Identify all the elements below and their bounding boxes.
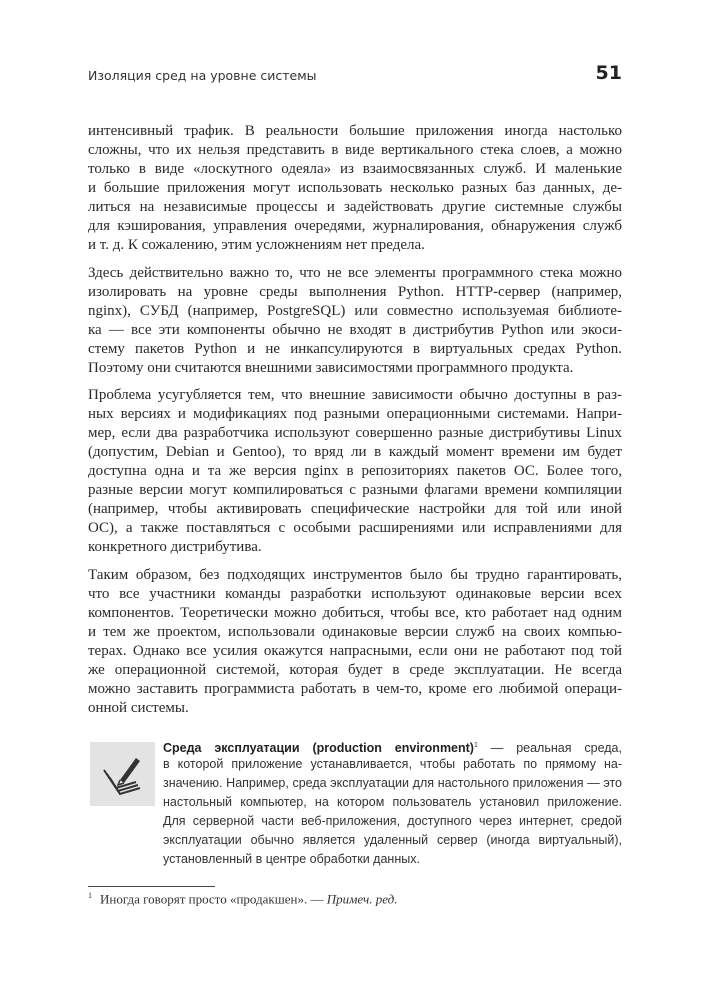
text-line: конкретного дистрибутива. — [88, 539, 262, 555]
note-line: в которой приложение устанавливается, чтобы работать по прямому на- — [163, 757, 622, 771]
paragraph — [88, 386, 622, 557]
paragraph — [88, 122, 622, 255]
text-line: онной системы. — [88, 699, 189, 716]
footnote-editor-note: Примеч. ред. — [326, 891, 398, 907]
footnote-text: Иногда говорят просто «продакшен». — — [100, 891, 327, 907]
note-first-line: — реальная среда, — [477, 741, 622, 756]
text-line: Таким образом, без подходящих инструментов было бы трудно гарантировать, — [88, 566, 622, 583]
footnote-divider — [88, 886, 215, 887]
text-line: что все участники команды разработки используют одинаковые версии всех — [88, 585, 622, 602]
text-line: и т. д. К сожалению, этим усложнениям нет предела. — [88, 237, 425, 253]
body-text — [88, 122, 622, 726]
running-title: Изоляция сред на уровне системы — [88, 68, 317, 83]
text-line: nginx), СУБД (например, PostgreSQL) или совместно используемая библиоте- — [88, 302, 622, 319]
text-line: разные версии могут компилироваться с разными флагами времени компиляции — [88, 482, 622, 498]
footnote — [88, 891, 397, 907]
text-line: Здесь действительно важно то, что не все элементы программного стека можно — [88, 264, 622, 281]
text-line: и большие приложения могут использовать несколько разных баз данных, де- — [88, 180, 622, 196]
text-line: стему пакетов Python и не инкапсулируются в виртуальных средах Python. — [88, 340, 622, 357]
text-line: для кэширования, управления очередями, журналирования, обнаружения служб — [88, 218, 622, 234]
pen-note-icon — [90, 742, 155, 806]
note-line: Для серверной части веб-приложения, доступного через интернет, средой — [163, 814, 622, 828]
text-line: мер, если два разработчика используют совершенно разные дистрибутивы Linux — [88, 425, 622, 441]
text-line: интенсивный трафик. В реальности большие приложения иногда настолько — [88, 123, 622, 139]
text-line: Поэтому они считаются внешними зависимостями программного продукта. — [88, 359, 574, 376]
note-text — [163, 736, 622, 869]
note-line: настольный компьютер, на котором пользователь установил приложение. — [163, 795, 622, 809]
footnote-number: 1 — [88, 891, 92, 900]
note-term: Среда эксплуатации (production environment) — [163, 741, 474, 756]
text-line: (например, чтобы активировать специфические настройки для той или иной — [88, 501, 622, 517]
text-line: литься на независимые процессы и задействовать другие системные службы — [88, 199, 622, 215]
text-line: терах. Однако все усилия окажутся напрасными, если они не работают под той — [88, 642, 622, 659]
text-line: изолировать на уровне среды выполнения Python. HTTP-сервер (например, — [88, 283, 622, 300]
text-line: (допустим, Debian и Gentoo), то вряд ли в каждый момент времени им будет — [88, 444, 622, 460]
text-line: можно заставить программиста работать в чем-то, кроме его любимой операци- — [88, 680, 622, 697]
footnote-ref: 1 — [473, 742, 478, 749]
text-line: и тем же проектом, использовали одинаковые версии служб на своих компью- — [88, 623, 622, 640]
text-line: Проблема усугубляется тем, что внешние зависимости обычно доступны в раз- — [88, 387, 622, 403]
text-line: компонентов. Теоретически можно добиться, чтобы все, кто работает над одним — [88, 604, 622, 621]
text-line: только в виде «лоскутного одеяла» из взаимосвязанных служб. И маленькие — [88, 161, 622, 177]
text-line: ка — все эти компоненты обычно не входят в дистрибутив Python или экоси- — [88, 321, 622, 338]
note-line: значению. Например, среда эксплуатации для настольного приложения — это — [163, 776, 622, 790]
text-line: ОС), а также поставляться с особыми расширениями или исправлениями для — [88, 520, 622, 536]
note-line: установленный в центре обработки данных. — [163, 852, 420, 866]
text-line: сложны, что их нельзя представить в виде вертикального стека слоев, а можно — [88, 142, 622, 158]
note-box — [88, 736, 622, 866]
paragraph — [88, 566, 622, 718]
page-header — [88, 62, 622, 88]
text-line: доступна одна и та же версия nginx в репозиториях пакетов ОС. Более того, — [88, 463, 622, 479]
text-line: ных версиях и модификациях под разными операционными системами. Напри- — [88, 406, 622, 422]
paragraph — [88, 264, 622, 378]
page-number: 51 — [595, 62, 622, 84]
note-line: эксплуатации обычно является удаленный сервер (иногда виртуальный), — [163, 833, 622, 847]
text-line: же операционной системой, которая будет в среде эксплуатации. Не всегда — [88, 661, 622, 678]
